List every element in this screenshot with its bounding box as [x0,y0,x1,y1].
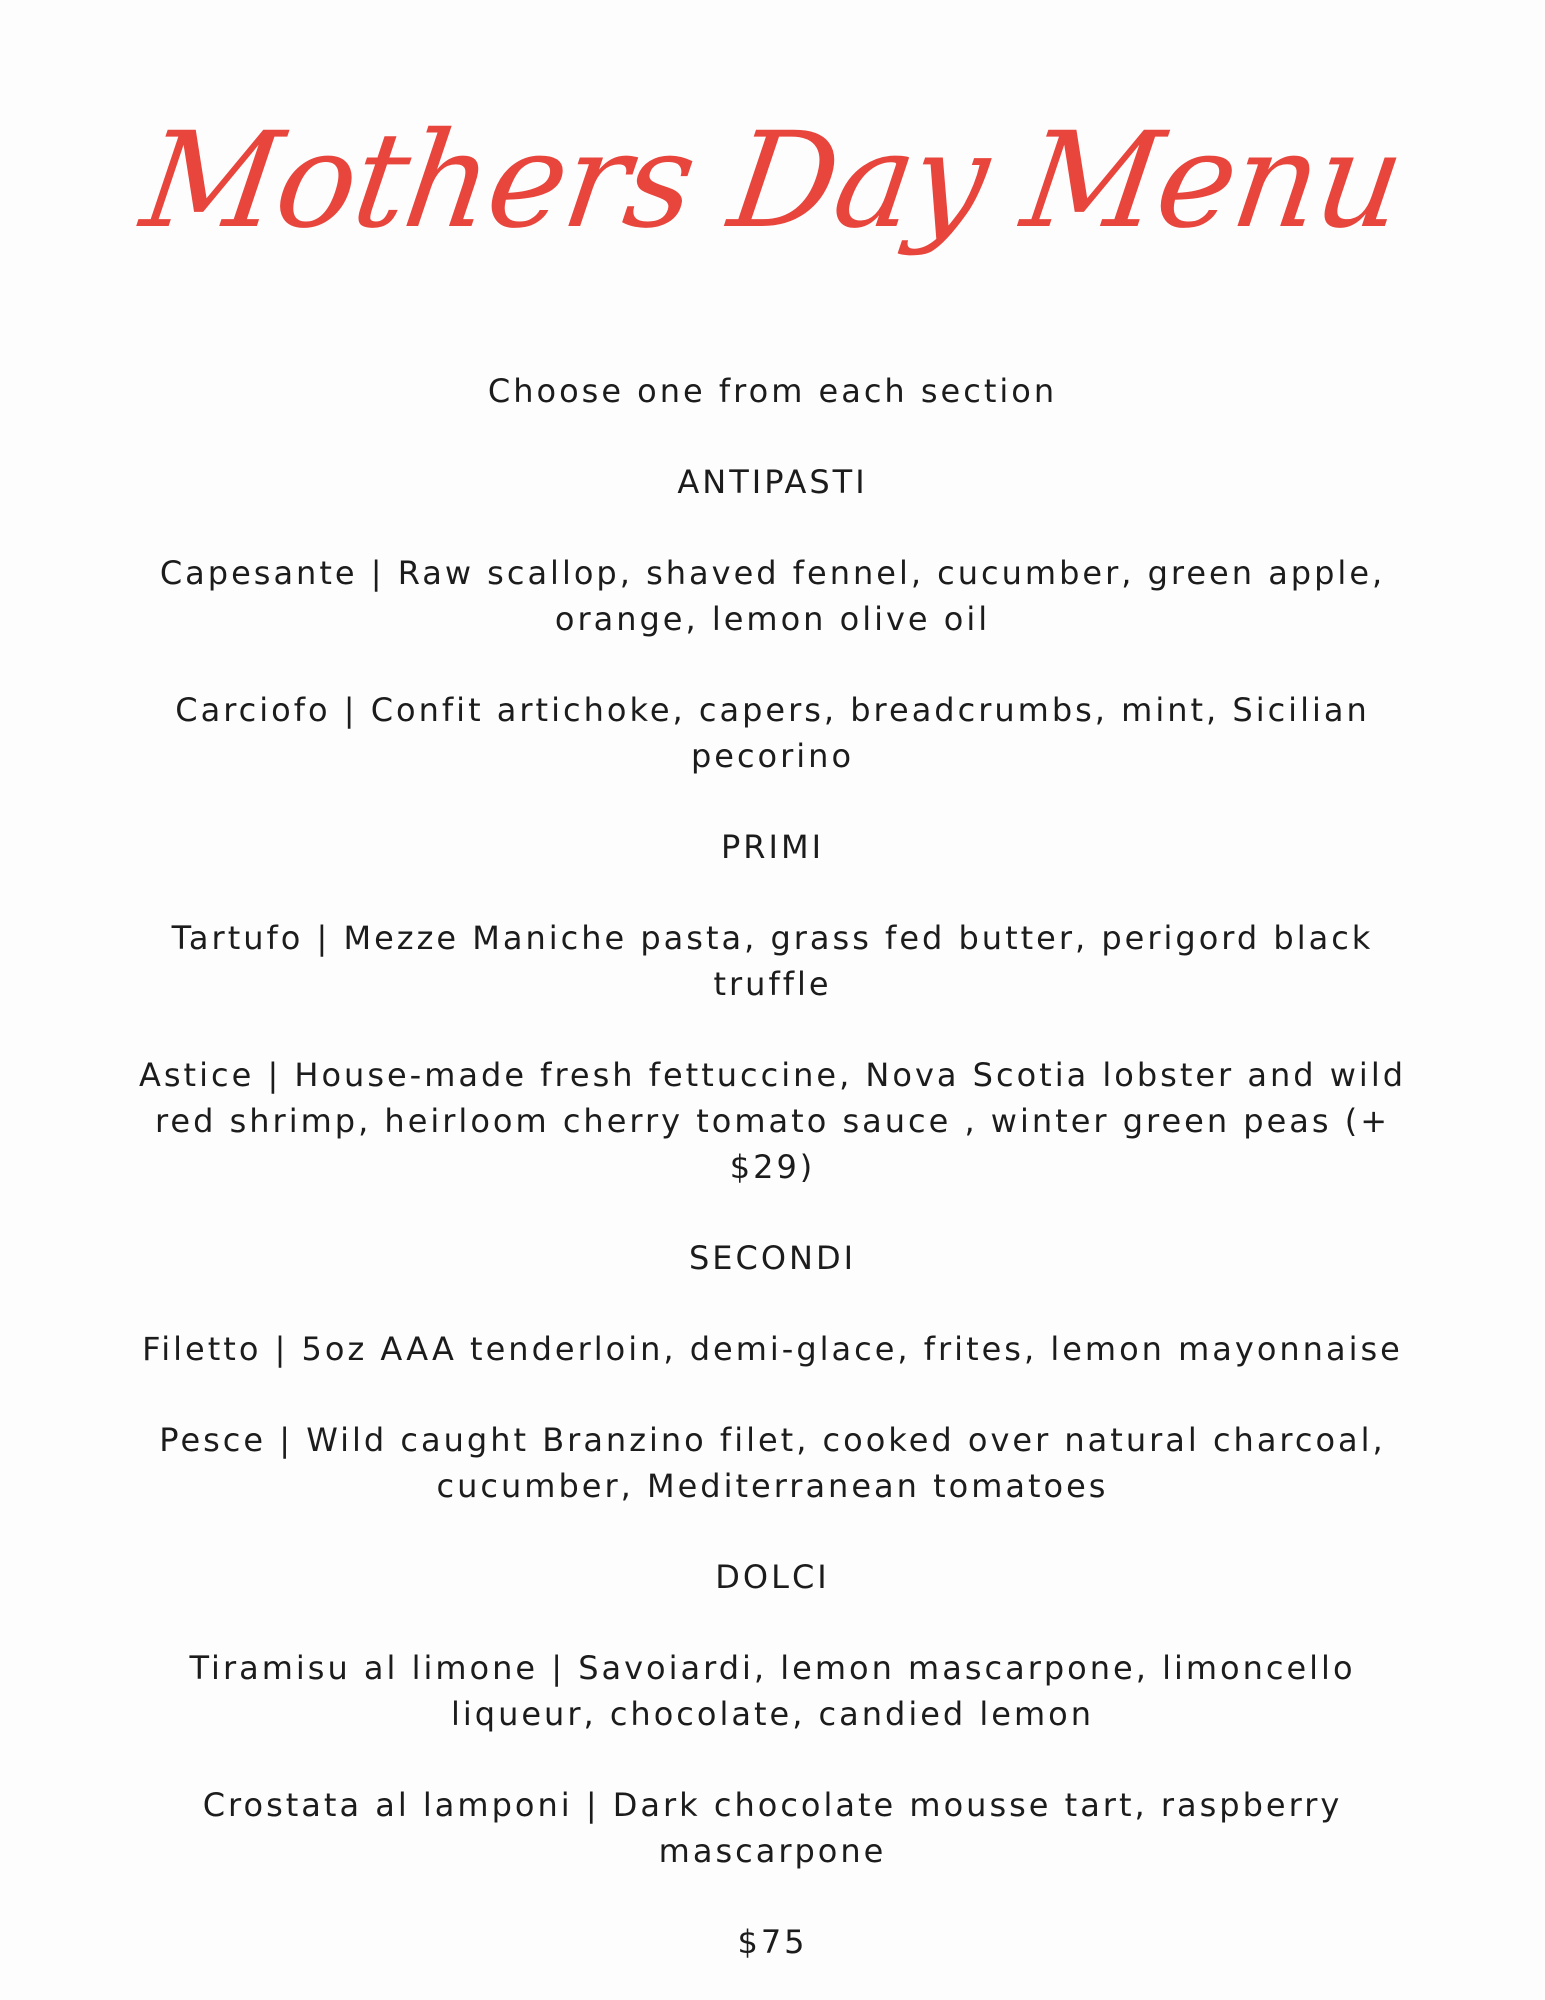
menu-item-pesce [120,1417,1425,1509]
menu-item-carciofo [120,687,1425,779]
section-heading-primi: PRIMI [720,828,824,866]
menu-item-line: Crostata al lamponi | Dark chocolate mousse tart, raspberry [202,1786,1343,1824]
menu-item-line: Pesce | Wild caught Branzino filet, cooked over natural charcoal, [159,1421,1386,1459]
menu-item-line: Capesante | Raw scallop, shaved fennel, cucumber, green apple, [159,554,1386,592]
menu-price: $75 [737,1923,808,1961]
menu-item-line: orange, lemon olive oil [554,600,991,638]
menu-item-capesante [120,550,1425,642]
menu-content [120,368,1425,1965]
menu-item-astice [120,1052,1425,1190]
section-heading-secondi: SECONDI [688,1239,857,1277]
menu-item-line: pecorino [690,737,855,775]
menu-item-line: truffle [713,965,832,1003]
menu-instruction: Choose one from each section [487,372,1058,410]
menu-item-line: Tartufo | Mezze Maniche pasta, grass fed butter, perigord black [171,919,1374,957]
menu-item-line: cucumber, Mediterranean tomatoes [436,1467,1109,1505]
menu-item-crostata [120,1782,1425,1874]
menu-item-line: red shrimp, heirloom cherry tomato sauce , winter green peas (+ [154,1102,1391,1140]
section-heading-dolci: DOLCI [715,1558,830,1596]
menu-item-tartufo [120,915,1425,1007]
menu-item-line: $29) [729,1148,816,1186]
menu-item-line: Carciofo | Confit artichoke, capers, breadcrumbs, mint, Sicilian [175,691,1370,729]
menu-item-line: Astice | House-made fresh fettuccine, Nova Scotia lobster and wild [138,1056,1407,1094]
menu-title: Mothers Day Menu [133,104,1412,258]
menu-item-line: Tiramisu al limone | Savoiardi, lemon mascarpone, limoncello [189,1649,1356,1687]
menu-item-line: liqueur, chocolate, candied lemon [450,1695,1094,1733]
menu-item-line: mascarpone [658,1832,887,1870]
menu-item-tiramisu [120,1645,1425,1737]
menu-item-line: Filetto | 5oz AAA tenderloin, demi-glace, frites, lemon mayonnaise [142,1330,1403,1368]
section-heading-antipasti: ANTIPASTI [677,463,868,501]
menu-item-filetto [120,1326,1425,1372]
